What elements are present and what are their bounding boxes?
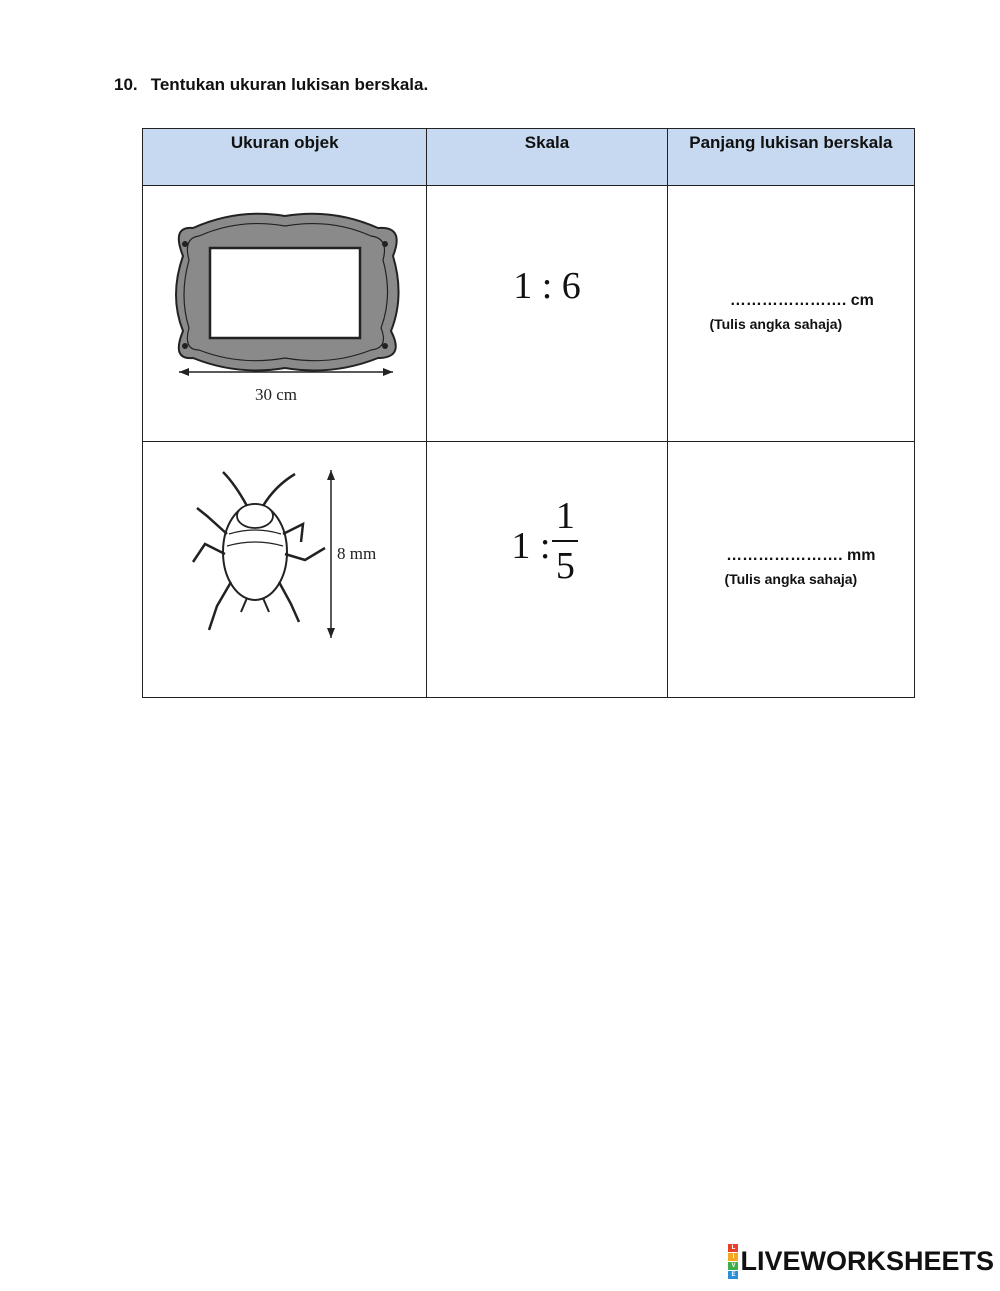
answer-cell-1 [667,186,914,442]
answer-hint-2: (Tulis angka sahaja) [724,571,858,587]
question-text: Tentukan ukuran lukisan berskala. [150,75,429,94]
table-header-row [143,129,915,186]
logo-block: I [728,1253,738,1261]
scale-cell-2 [427,442,667,698]
scale-ratio-1: 1 : 6 [513,265,581,307]
logo-text: LIVEWORKSHEETS [740,1245,994,1276]
logo-block: V [728,1262,738,1270]
scale-table [142,128,915,698]
table-row [143,442,915,698]
liveworksheets-logo [728,1243,994,1279]
frame-size-label: 30 cm [255,385,298,404]
answer-unit-1: cm [850,292,874,309]
logo-block: E [728,1271,738,1279]
answer-cell-2 [667,442,914,698]
scale-fraction [552,494,578,588]
answer-blank-1[interactable]: …………………. [729,292,847,309]
scale-denominator: 5 [555,544,575,587]
header-object-size: Ukuran objek [143,129,427,186]
frame-figure-cell [143,186,427,442]
question-number: 10. [114,75,138,94]
beetle-icon [143,442,427,697]
answer-unit-2: mm [847,547,876,564]
answer-hint-1: (Tulis angka sahaja) [709,316,843,332]
beetle-figure-cell [143,442,427,698]
answer-blank-2[interactable]: …………………. [726,547,843,564]
logo-block: L [728,1244,738,1252]
header-scale: Skala [427,129,667,186]
fraction-bar [552,540,578,542]
beetle-size-label: 8 mm [337,544,377,563]
scale-numerator: 1 [555,495,575,537]
table-row [143,186,915,442]
scale-cell-1 [427,186,667,442]
ornate-frame-icon [143,186,427,441]
logo-blocks-icon [728,1243,738,1279]
scale-ratio-2-lead: 1 : [511,525,551,567]
question-title [114,75,428,95]
header-scaled-length: Panjang lukisan berskala [667,129,914,186]
